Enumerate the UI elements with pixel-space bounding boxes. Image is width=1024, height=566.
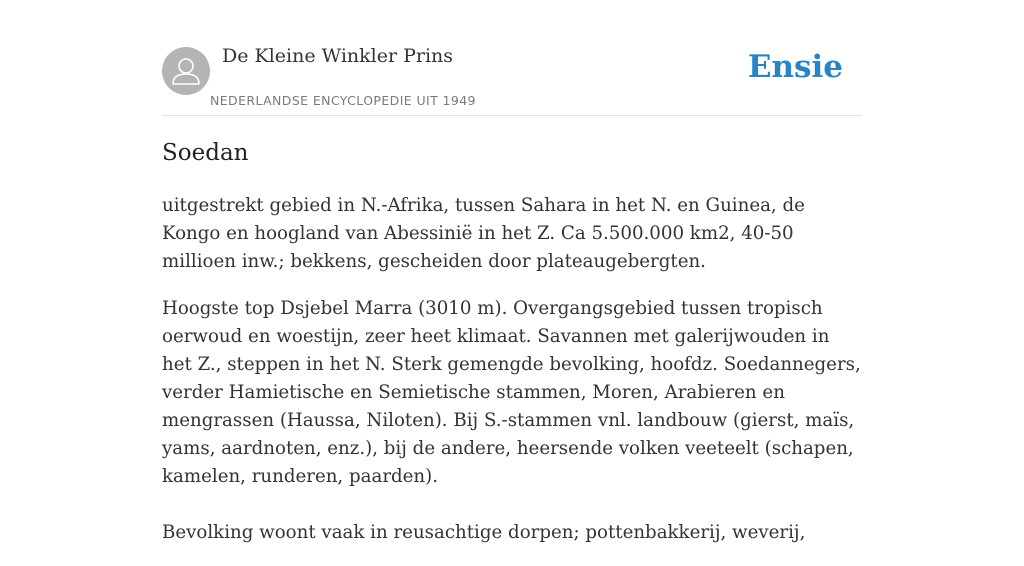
article-paragraph: Hoogste top Dsjebel Marra (3010 m). Overgangsgebied tussen tropisch oerwoud en woestijn, zeer heet klimaat. Savannen met galerijwouden in het Z., steppen in het N. Sterk gemengde bevolking, hoofdz. Soedannegers, verder Hamietische en Semietische stammen, Moren, Arabieren en mengrassen (Haussa, Niloten). Bij S.-stammen vnl. landbouw (gierst, maïs, yams, aardnoten, enz.), bij de andere, heersende volken veeteelt (schapen, kamelen, runderen, paarden). xyxy=(162,298,861,487)
avatar[interactable] xyxy=(162,47,210,95)
article-body xyxy=(162,192,862,566)
source-title[interactable]: De Kleine Winkler Prins xyxy=(222,45,454,67)
user-icon xyxy=(162,47,210,95)
article-title: Soedan xyxy=(162,140,249,166)
brand-logo-link[interactable]: Ensie xyxy=(747,49,843,85)
source-subtitle: NEDERLANDSE ENCYCLOPEDIE UIT 1949 xyxy=(210,93,476,108)
page-container xyxy=(162,0,862,543)
source-header xyxy=(162,0,862,116)
article-paragraph: Bevolking woont vaak in reusachtige dorpen; pottenbakkerij, weverij, xyxy=(162,522,806,543)
article-paragraph: uitgestrekt gebied in N.-Afrika, tussen Sahara in het N. en Guinea, de Kongo en hoogland van Abessinië in het Z. Ca 5.500.000 km2, 40-50 millioen inw.; bekkens, gescheiden door plateaugebergten. xyxy=(162,195,805,272)
